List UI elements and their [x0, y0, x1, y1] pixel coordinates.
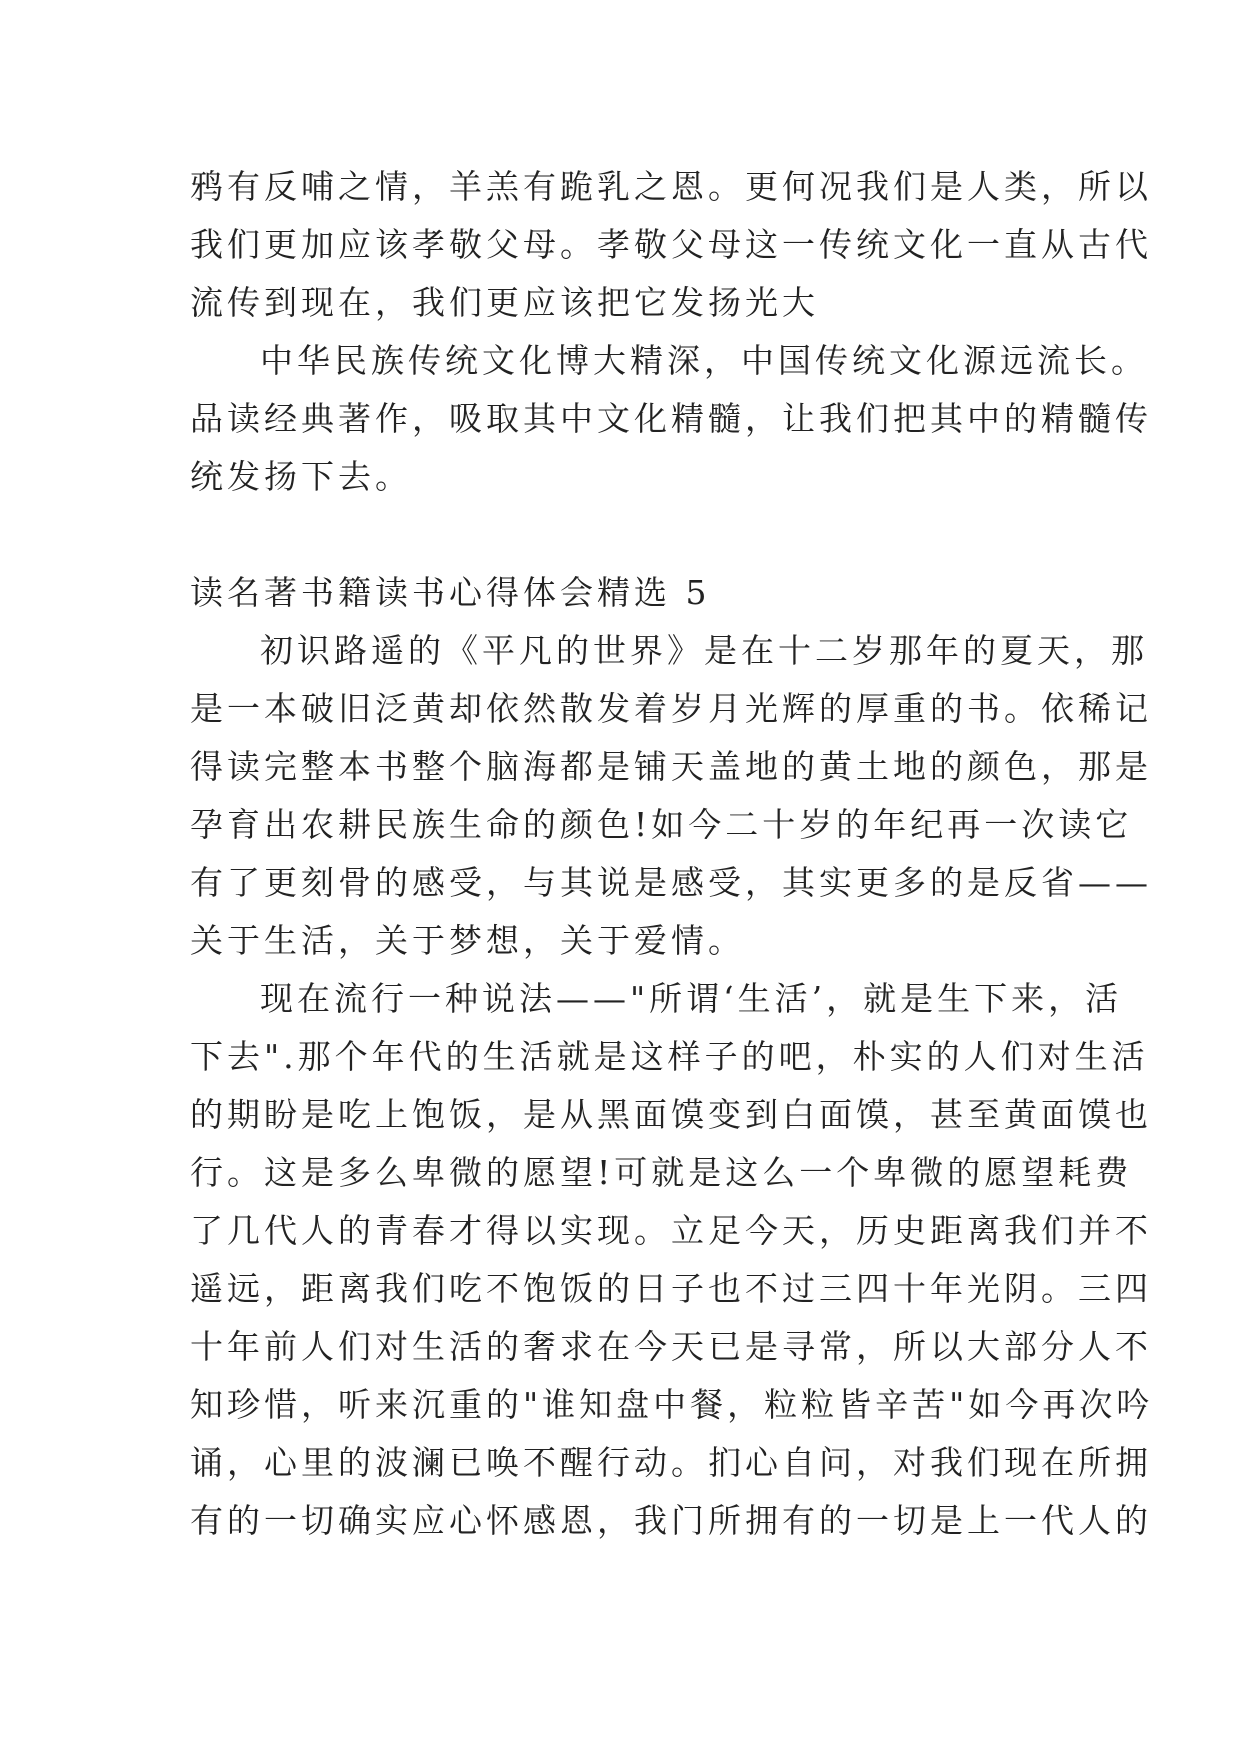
section-heading: 读名著书籍读书心得体会精选 5 [190, 573, 711, 612]
paragraph-line: 品读经典著作，吸取其中文化精髓，让我们把其中的精髓传 [190, 399, 1152, 438]
paragraph-line: 知珍惜，听来沉重的"谁知盘中餐，粒粒皆辛苦"如今再次吟 [190, 1385, 1154, 1424]
paragraph-line: 了几代人的青春才得以实现。立足今天，历史距离我们并不 [190, 1211, 1152, 1250]
paragraph-line: 是一本破旧泛黄却依然散发着岁月光辉的厚重的书。依稀记 [190, 689, 1152, 728]
paragraph-line: 行。这是多么卑微的愿望!可就是这么一个卑微的愿望耗费 [190, 1153, 1133, 1192]
paragraph-line: 下去".那个年代的生活就是这样子的吧，朴实的人们对生活 [190, 1037, 1149, 1076]
document-body [190, 158, 1154, 1550]
paragraph-line: 鸦有反哺之情，羊羔有跪乳之恩。更何况我们是人类，所以 [190, 167, 1152, 206]
paragraph-line: 中华民族传统文化博大精深，中国传统文化源远流长。 [260, 341, 1148, 380]
paragraph-spacer [190, 506, 1070, 564]
paragraph-line: 初识路遥的《平凡的世界》是在十二岁那年的夏天，那 [260, 631, 1148, 670]
paragraph-line: 遥远，距离我们吃不饱饭的日子也不过三四十年光阴。三四 [190, 1269, 1152, 1308]
paragraph-line: 现在流行一种说法——"所谓‘生活’，就是生下来，活 [260, 979, 1123, 1018]
paragraph-line: 流传到现在，我们更应该把它发扬光大 [190, 283, 819, 322]
paragraph-line: 十年前人们对生活的奢求在今天已是寻常，所以大部分人不 [190, 1327, 1152, 1366]
paragraph-line: 关于生活，关于梦想，关于爱情。 [190, 921, 745, 960]
paragraph-line: 我们更加应该孝敬父母。孝敬父母这一传统文化一直从古代 [190, 225, 1152, 264]
paragraph-line: 诵，心里的波澜已唤不醒行动。扪心自问，对我们现在所拥 [190, 1443, 1152, 1482]
paragraph-line: 统发扬下去。 [190, 457, 412, 496]
paragraph-line: 得读完整本书整个脑海都是铺天盖地的黄土地的颜色，那是 [190, 747, 1152, 786]
paragraph-line: 的期盼是吃上饱饭，是从黑面馍变到白面馍，甚至黄面馍也 [190, 1095, 1152, 1134]
paragraph-line: 有的一切确实应心怀感恩，我门所拥有的一切是上一代人的 [190, 1501, 1152, 1540]
paragraph [190, 622, 1152, 970]
paragraph-line: 孕育出农耕民族生命的颜色!如今二十岁的年纪再一次读它 [190, 805, 1133, 844]
paragraph [190, 158, 1152, 332]
paragraph [190, 332, 1152, 506]
paragraph-line: 有了更刻骨的感受，与其说是感受，其实更多的是反省—— [190, 863, 1152, 902]
paragraph [190, 970, 1154, 1550]
